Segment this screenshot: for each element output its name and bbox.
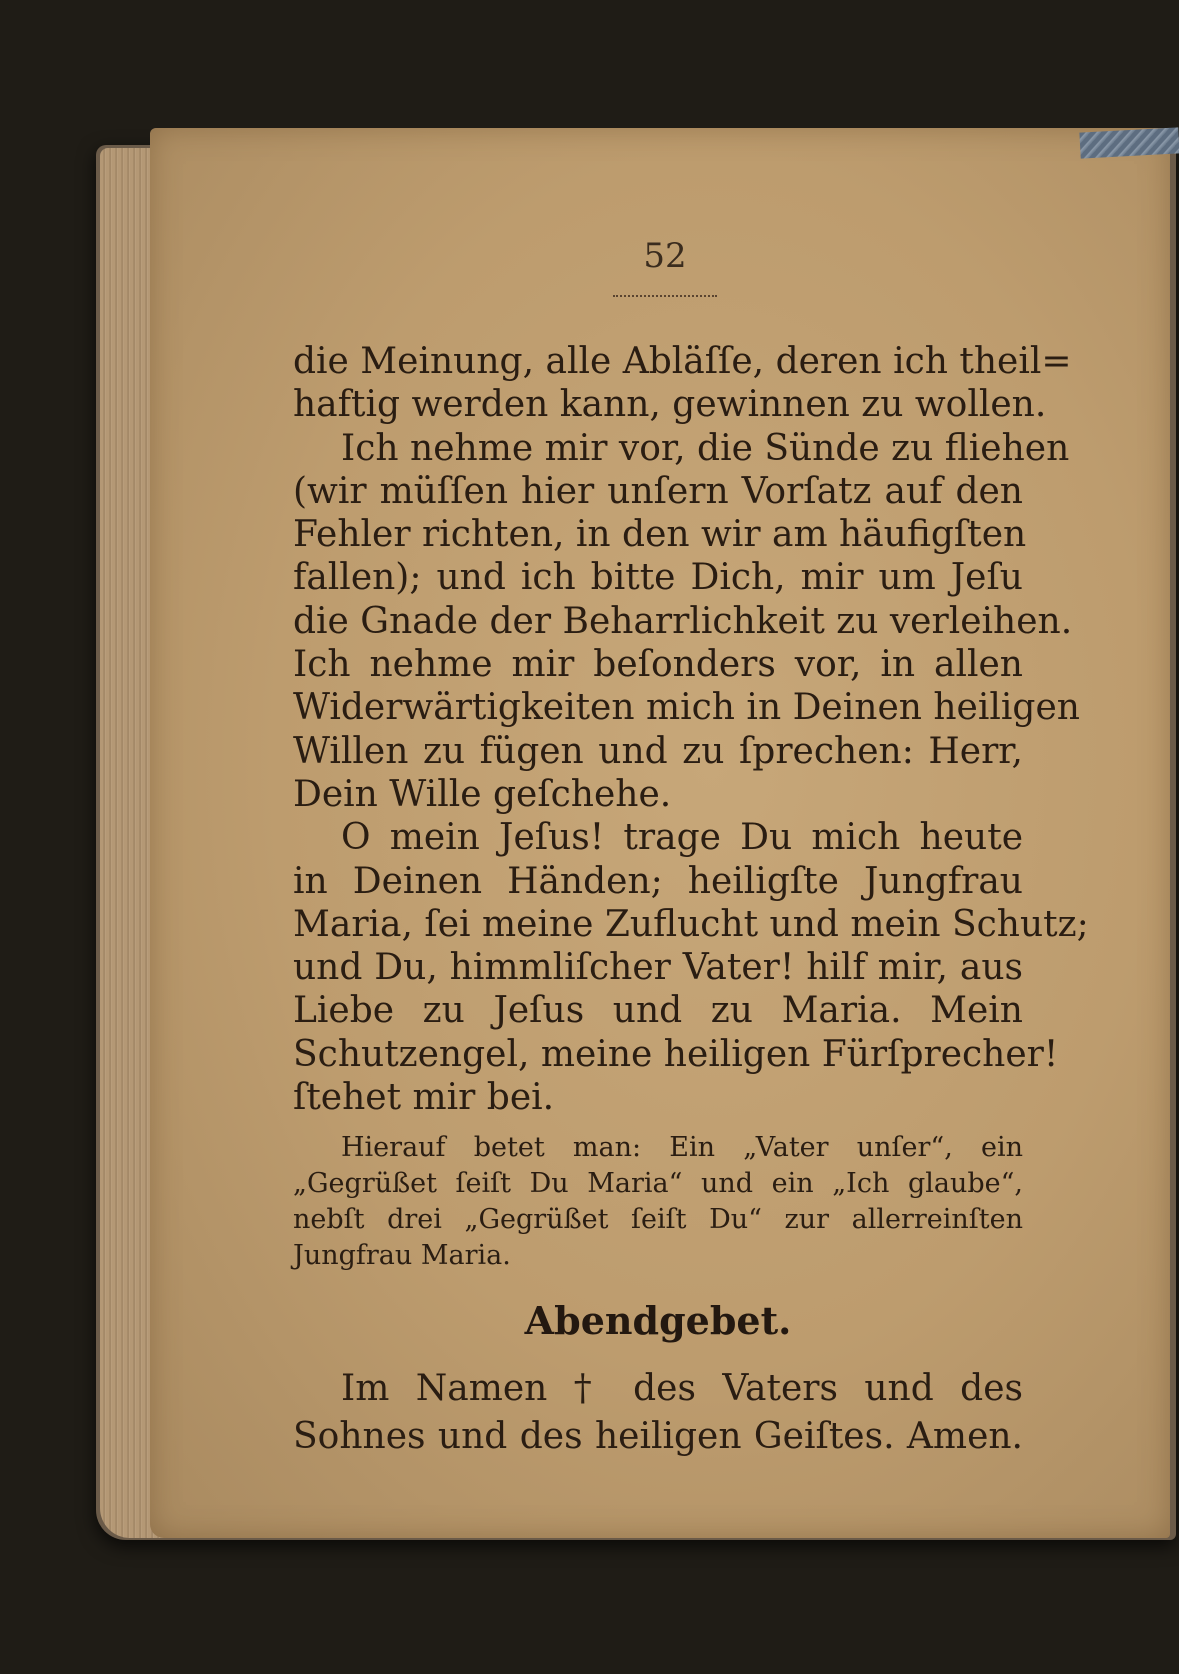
text-line: in Deinen Händen; heiligſte Jungfrau — [293, 860, 1023, 902]
text-line: haftig werden kann, gewinnen zu wollen. — [293, 384, 1047, 426]
text-line: O mein Jeſus! trage Du mich heute — [341, 817, 1023, 859]
text-line: ſtehet mir bei. — [293, 1077, 555, 1119]
text-line: Hierauf betet man: Ein „Vater unſer“, ein — [341, 1132, 1023, 1163]
text-line: die Gnade der Beharrlichkeit zu verleihen. — [293, 600, 1073, 642]
text-line: Dein Wille geſchehe. — [293, 773, 672, 815]
page-number-rule — [613, 295, 717, 297]
text-line: die Meinung, alle Abläſſe, deren ich theil= — [293, 341, 1072, 382]
prayer-body — [293, 340, 1089, 1119]
text-line: (wir müſſen hier unſern Vorſatz auf den — [293, 470, 1023, 512]
text-line: Widerwärtigkeiten mich in Deinen heiligen — [293, 687, 1080, 729]
text-line: „Gegrüßet ſeiſt Du Maria“ und ein „Ich glaube“, — [293, 1168, 1023, 1199]
text-line: und Du, himmliſcher Vater! hilf mir, aus — [293, 947, 1023, 989]
text-line: Schutzengel, meine heiligen Fürſprecher! — [293, 1033, 1059, 1075]
text-line: fallen); und ich bitte Dich, mir um Jeſu — [293, 557, 1023, 599]
section-heading: Abendgebet. — [524, 1298, 792, 1343]
text-line: Fehler richten, in den wir am häufigſten — [293, 514, 1027, 556]
text-line: Sohnes und des heiligen Geiſtes. Amen. — [293, 1416, 1023, 1457]
text-line: Ich nehme mir beſonders vor, in allen — [293, 644, 1023, 686]
text-line: nebſt drei „Gegrüßet ſeiſt Du“ zur allerreinſten — [293, 1204, 1023, 1235]
text-line: Im Namen † des Vaters und des — [341, 1368, 1023, 1409]
page-number: 52 — [643, 236, 687, 276]
closing-prayer — [293, 1365, 1023, 1461]
rubric-instruction — [293, 1130, 1023, 1274]
text-line: Jungfrau Maria. — [293, 1240, 511, 1271]
text-line: Liebe zu Jeſus und zu Maria. Mein — [293, 990, 1023, 1032]
bookmark-ribbon — [1079, 127, 1179, 158]
text-line: Willen zu fügen und zu ſprechen: Herr, — [293, 730, 1023, 772]
text-line: Maria, ſei meine Zuflucht und mein Schutz; — [293, 903, 1089, 945]
text-line: Ich nehme mir vor, die Sünde zu fliehen — [341, 427, 1070, 469]
